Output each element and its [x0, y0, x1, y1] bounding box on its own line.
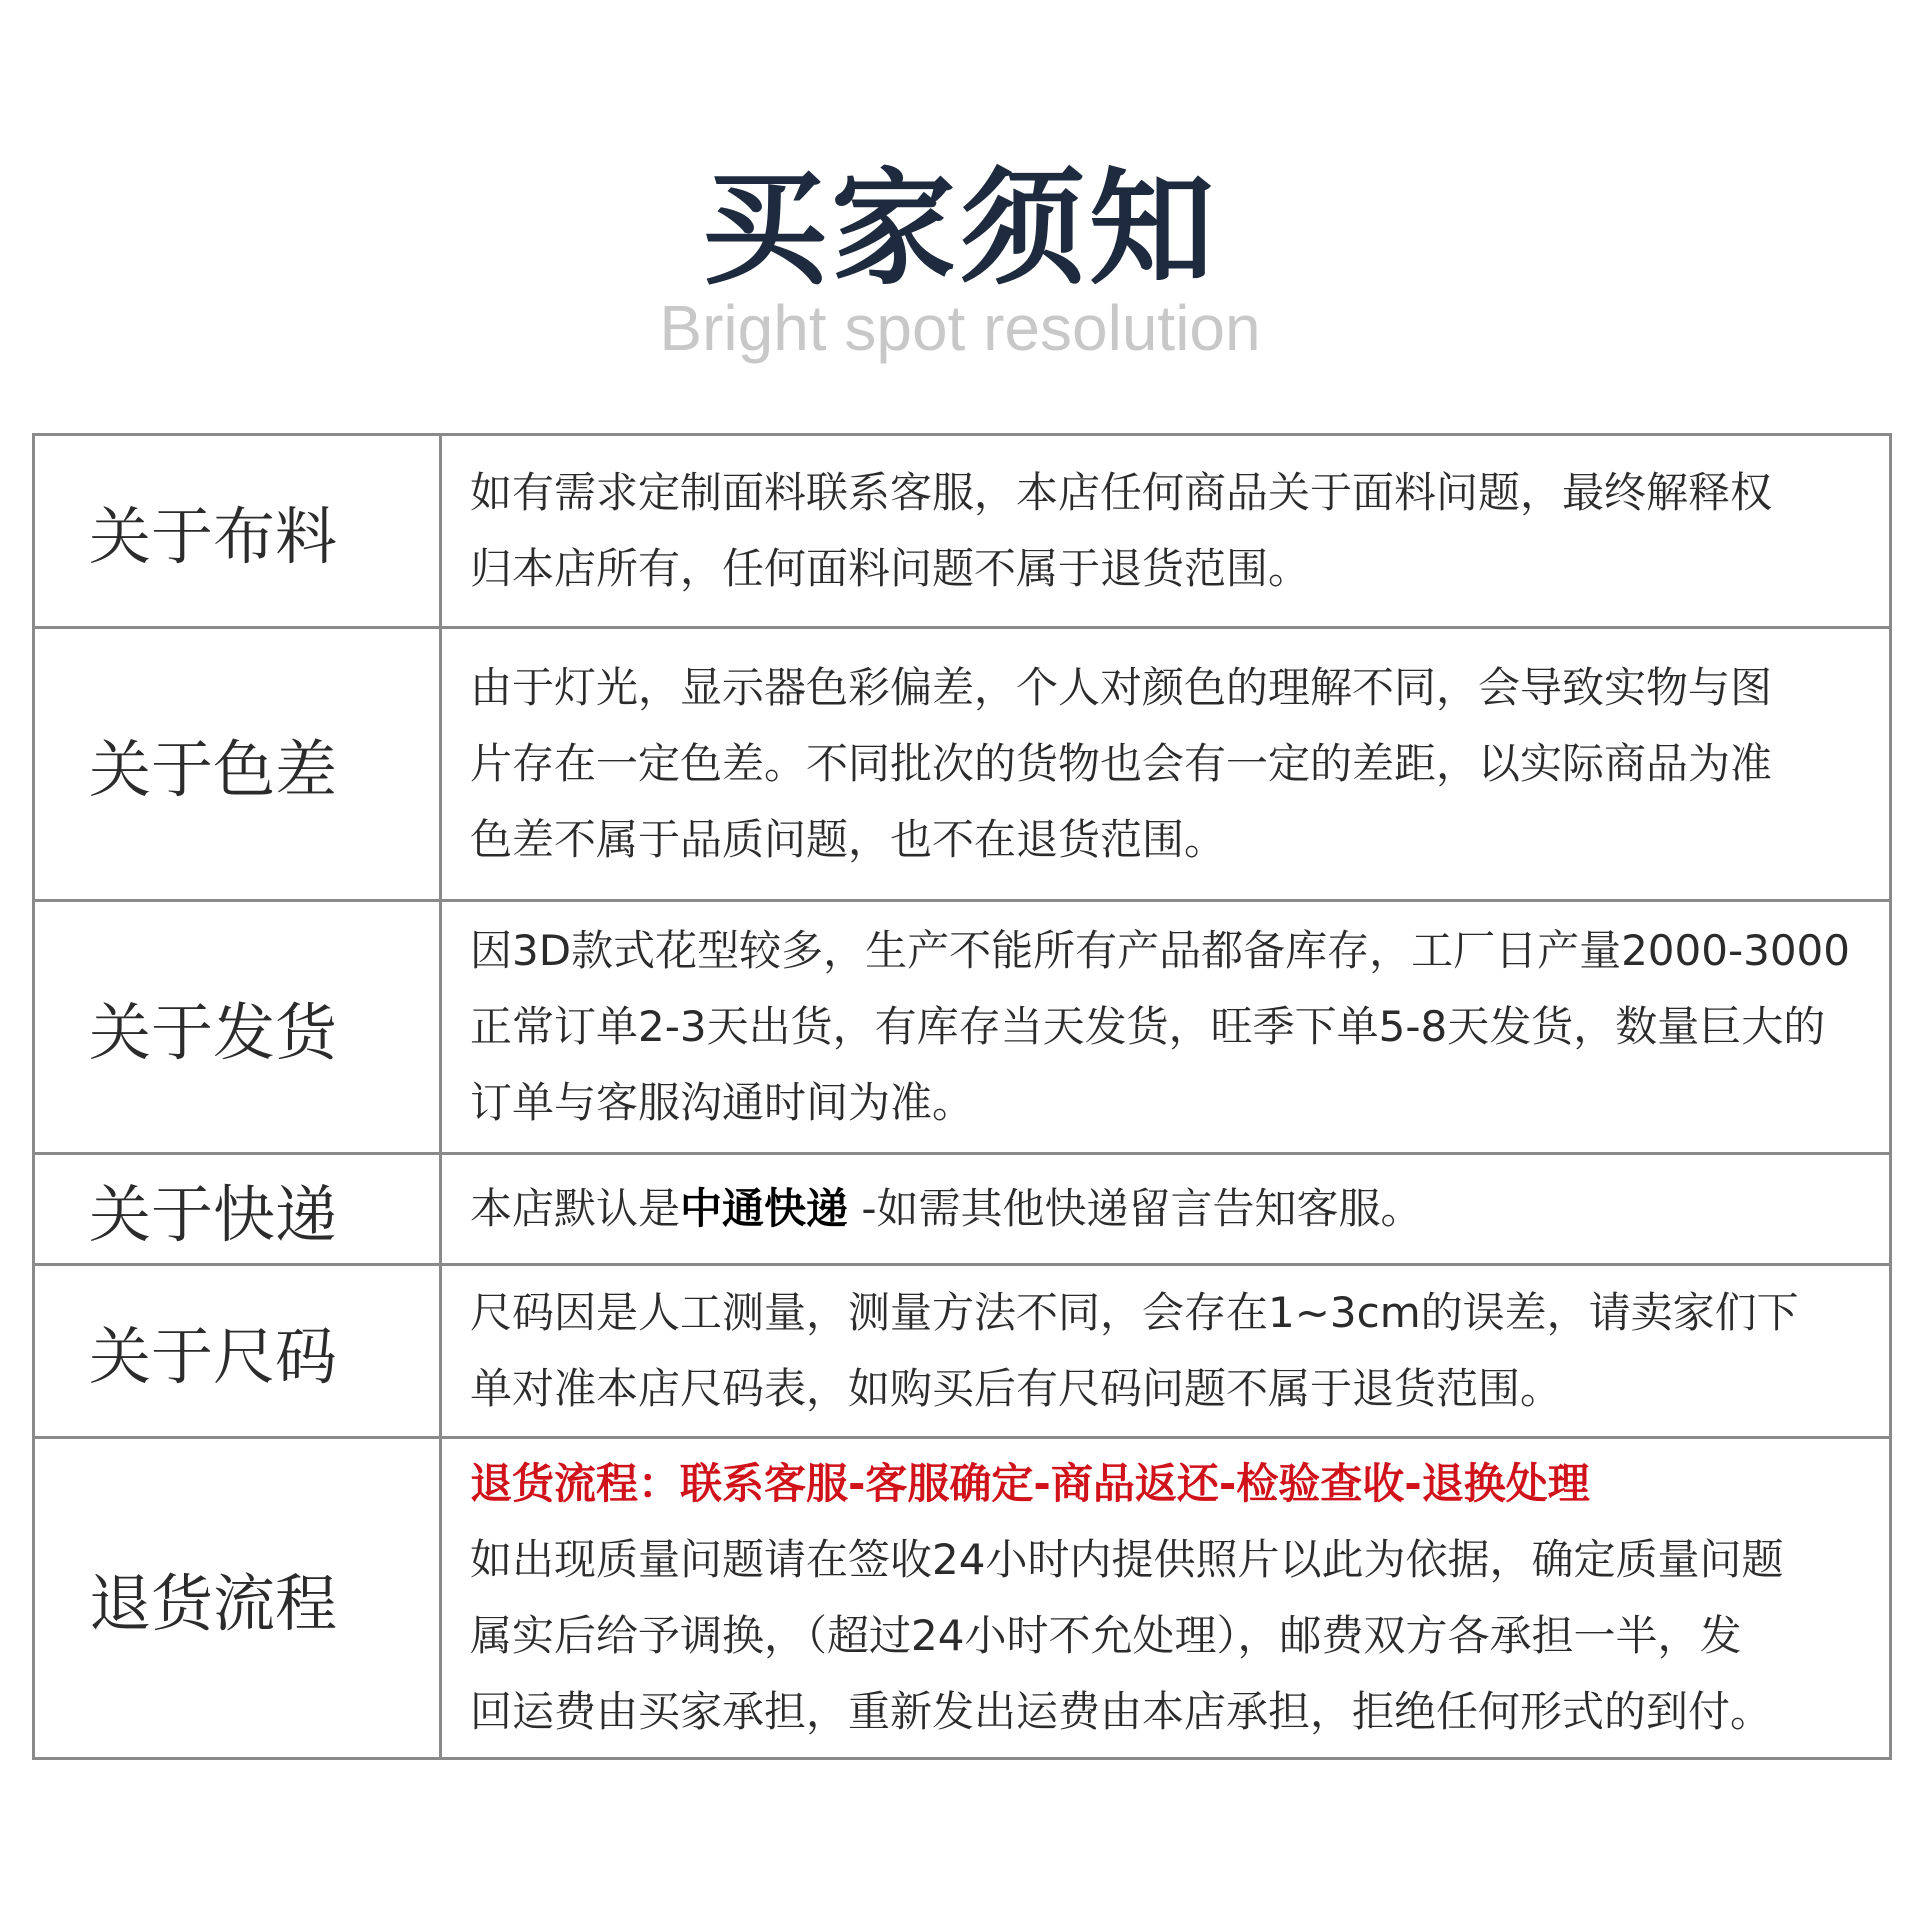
row-label: 关于色差	[34, 628, 441, 901]
notice-row-courier	[34, 1154, 1891, 1265]
buyer-notice-table	[32, 433, 1892, 1760]
row-content: 由于灯光，显示器色彩偏差，个人对颜色的理解不同，会导致实物与图 片存在一定色差。不同批次的货物也会有一定的差距，以实际商品为准 色差不属于品质问题，也不在退货范围。	[441, 628, 1891, 901]
courier-name: 中通快递	[680, 1184, 849, 1233]
return-process-highlight: 退货流程：联系客服-客服确定-商品返还-检验查收-退换处理	[470, 1459, 1590, 1508]
return-process-text: 如出现质量问题请在签收24小时内提供照片以此为依据，确定质量问题 属实后给予调换，（超过24小时不允处理），邮费双方各承担一半，发 回运费由买家承担，重新发出运费由本店承担，拒绝任何形式的到付。	[470, 1535, 1784, 1736]
row-content: 尺码因是人工测量，测量方法不同，会存在1~3cm的误差，请卖家们下 单对准本店尺码表，如购买后有尺码问题不属于退货范围。	[441, 1265, 1891, 1438]
notice-row-shipping	[34, 901, 1891, 1154]
notice-row-fabric	[34, 435, 1891, 628]
row-content: 因3D款式花型较多，生产不能所有产品都备库存，工厂日产量2000-3000 正常订单2-3天出货，有库存当天发货，旺季下单5-8天发货，数量巨大的 订单与客服沟通时间为准。	[441, 901, 1891, 1154]
courier-text-after: -如需其他快递留言告知客服。	[848, 1184, 1423, 1233]
page-title: 买家须知	[702, 157, 1218, 302]
row-label: 关于布料	[34, 435, 441, 628]
row-label: 关于发货	[34, 901, 441, 1154]
row-label: 关于尺码	[34, 1265, 441, 1438]
row-content	[441, 1438, 1891, 1759]
notice-row-size	[34, 1265, 1891, 1438]
row-label: 关于快递	[34, 1154, 441, 1265]
row-content	[441, 1154, 1891, 1265]
courier-text-before: 本店默认是	[470, 1184, 681, 1233]
notice-row-return-process	[34, 1438, 1891, 1759]
notice-row-color-difference	[34, 628, 1891, 901]
page-subtitle: Bright spot resolution	[659, 292, 1261, 364]
row-content: 如有需求定制面料联系客服，本店任何商品关于面料问题，最终解释权 归本店所有，任何面料问题不属于退货范围。	[441, 435, 1891, 628]
row-label: 退货流程	[34, 1438, 441, 1759]
